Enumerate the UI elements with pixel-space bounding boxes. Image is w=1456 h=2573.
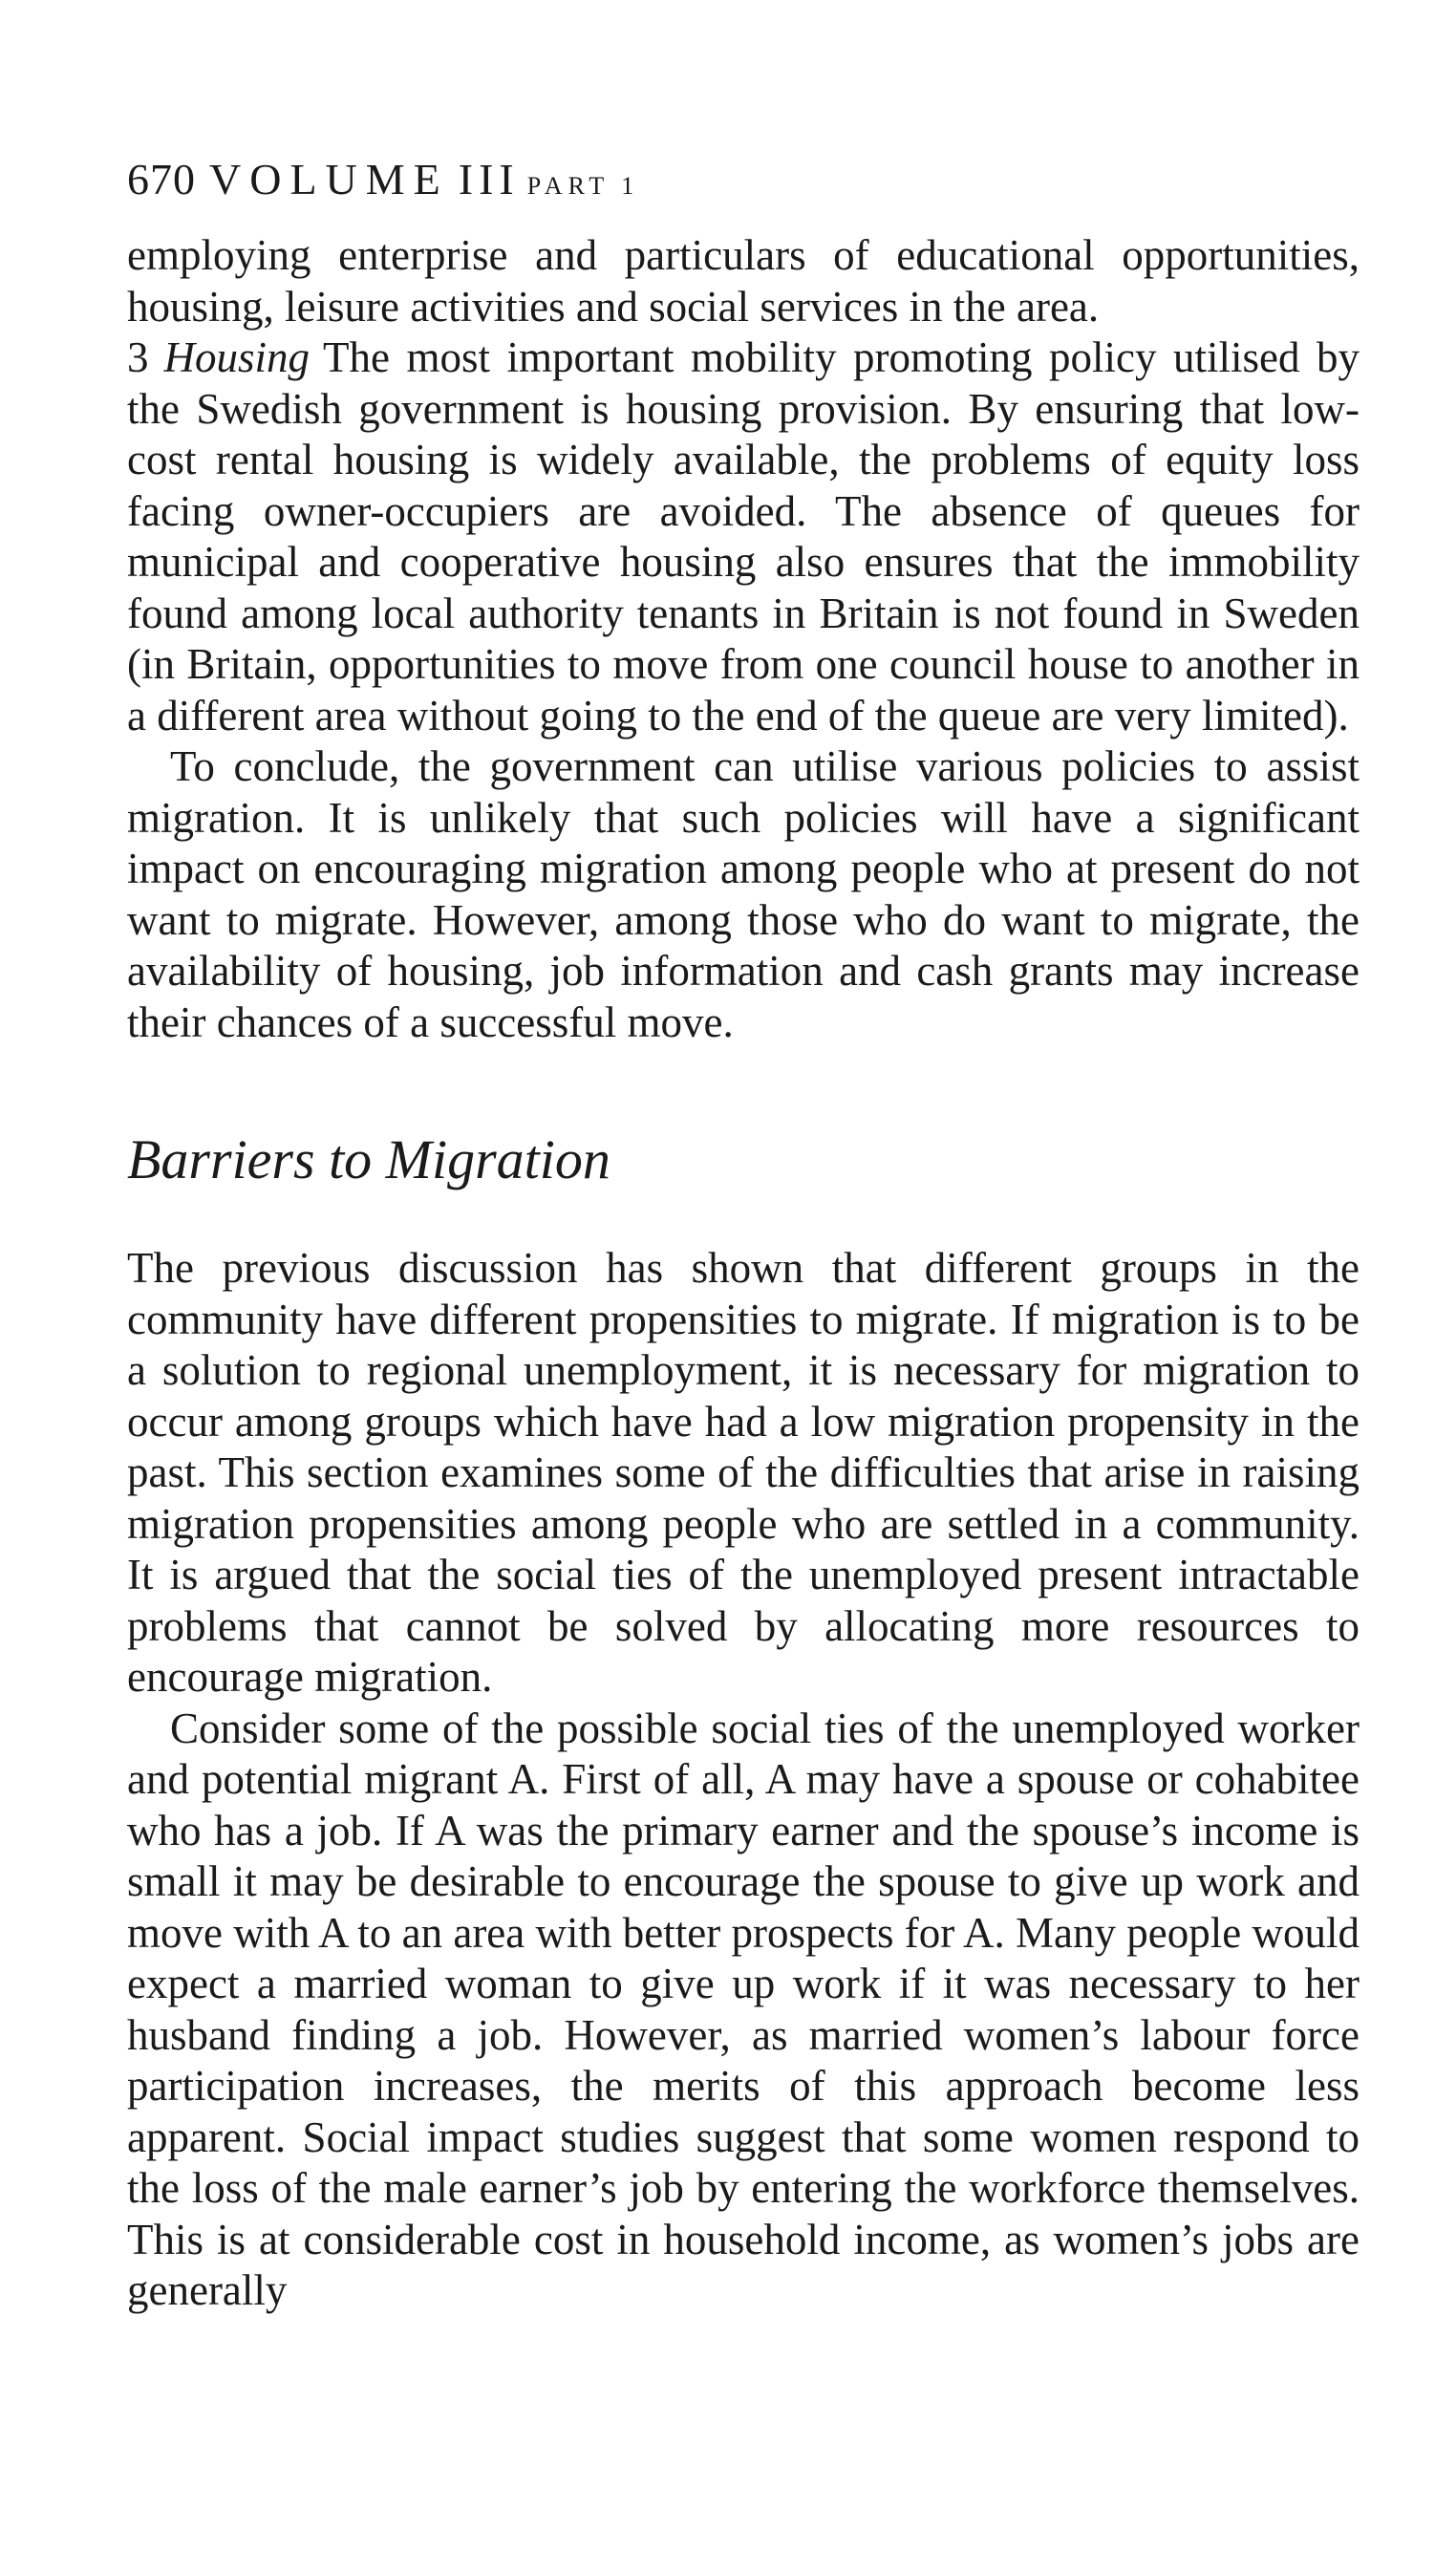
- item-term: Housing: [163, 333, 310, 381]
- running-head: [127, 153, 1360, 213]
- paragraph-conclusion: To conclude, the government can utilise various policies to assist migration. It is unlikely that such policies will have a significant impact on encouraging migration among people who at present do not want to migrate. However, among those who do want to migrate, the availability of housing, job information and cash grants may increase their chances of a successful move.: [127, 742, 1360, 1046]
- section-paragraph-1: The previous discussion has shown that different groups in the community have different propensities to migrate. If migration is to be a solution to regional unemployment, it is necessary for migration to occur among groups which have had a low migration propensity in the past. This section examines some of the difficulties that arise in raising migration propensities among people who are settled in a community. It is argued that the social ties of the unemployed present intractable problems that cannot be solved by allocating more resources to encourage migration.: [127, 1244, 1360, 1701]
- item-number: 3: [127, 333, 149, 381]
- section-heading: Barriers to Migration: [127, 1128, 610, 1190]
- volume-number: III: [458, 155, 520, 204]
- volume-label: VOLUME: [209, 155, 449, 204]
- section-paragraph-2: Consider some of the possible social ties of the unemployed worker and potential migrant A. First of all, A may have a spouse or cohabitee who has a job. If A was the primary earner and the spouse’s income is small it may be desirable to encourage the spouse to give up work and move with A to an area with better prospects for A. Many people would expect a married woman to give up work if it was necessary to her husband finding a job. However, as married women’s labour force participation increases, the merits of this approach become less apparent. Social impact studies suggest that some women respond to the loss of the male earner’s job by entering the workforce themselves. This is at considerable cost in household income, as women’s jobs are generally: [127, 1704, 1360, 2314]
- item-text: The most important mobility promoting policy utilised by the Swedish government is housing provision. By ensuring that low-cost rental housing is widely available, the problems of equity loss facing owner-occupiers are avoided. The absence of queues for municipal and cooperative housing also ensures that the immobility found among local authority tenants in Britain is not found in Sweden (in Britain, opportunities to move from one council house to another in a different area without going to the end of the queue are very limited).: [127, 333, 1360, 740]
- page-number: 670: [127, 155, 196, 204]
- book-page: [127, 153, 1360, 2317]
- numbered-paragraph-housing: [127, 332, 1360, 741]
- paragraph-continuation: employing enterprise and particulars of educational opportunities, housing, leisure activities and social services in the area.: [127, 231, 1360, 331]
- part-label: PART 1: [526, 172, 640, 200]
